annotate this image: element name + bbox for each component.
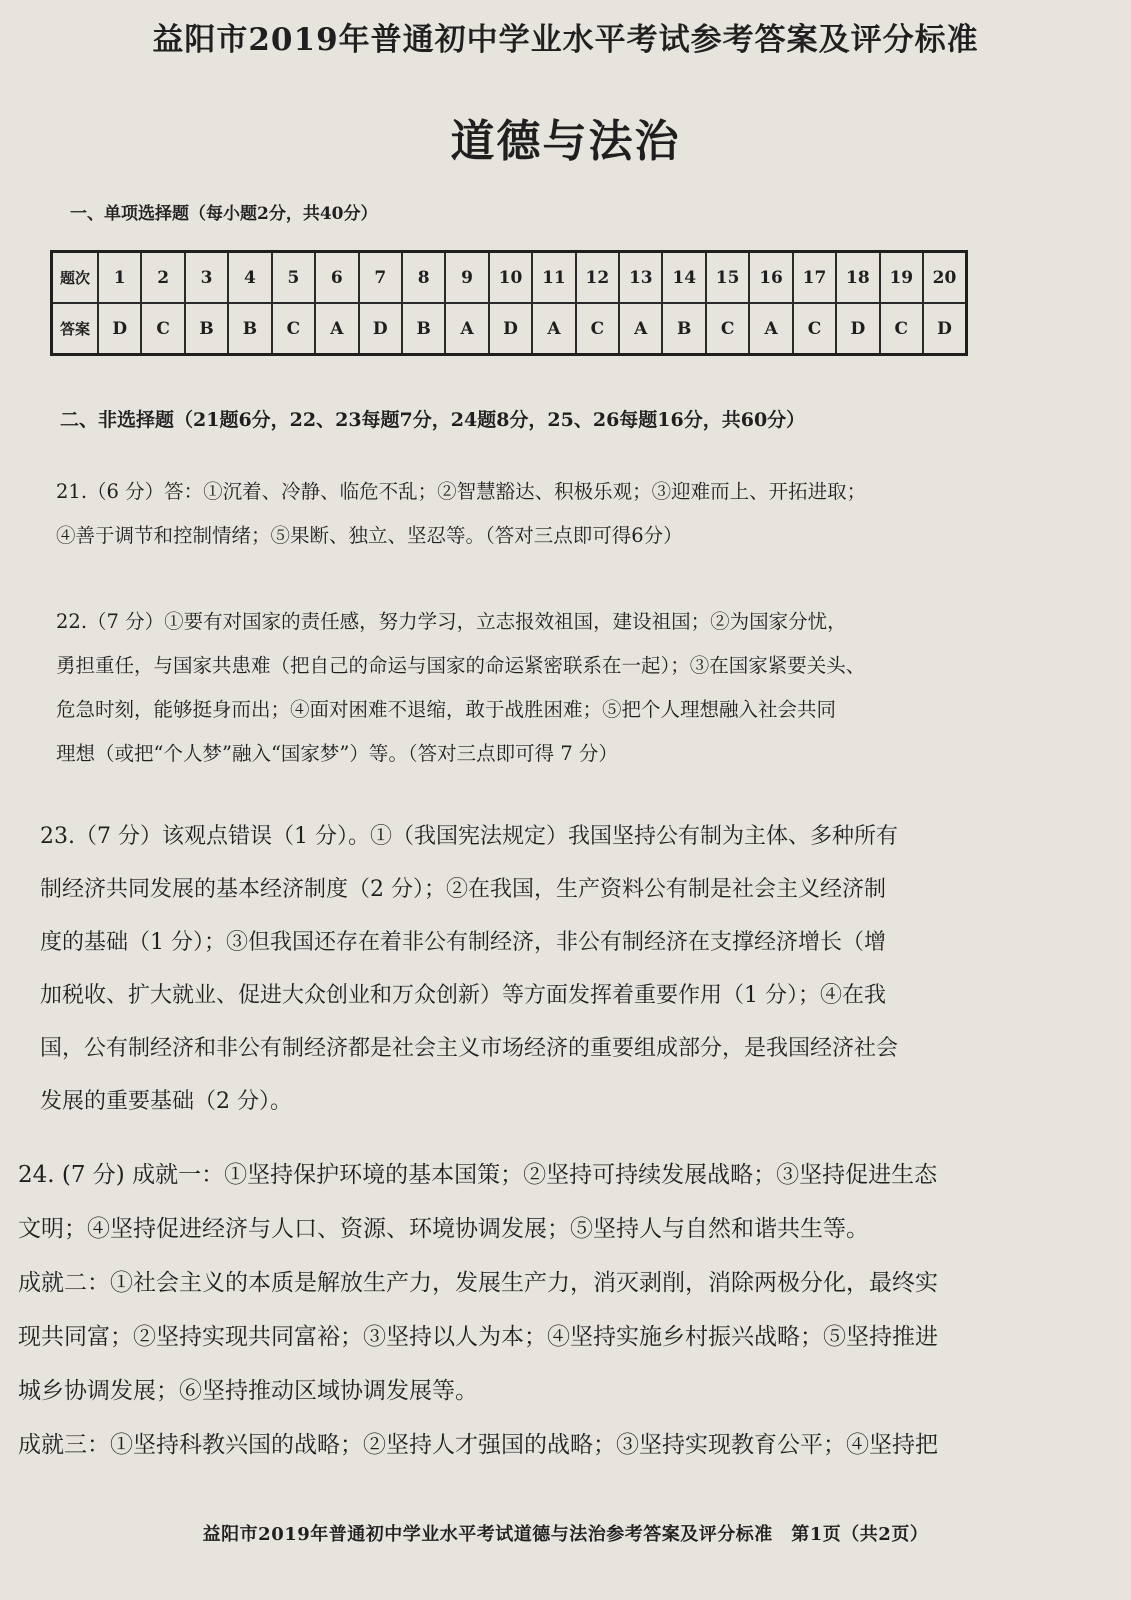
section-heading-non-choice: 二、非选择题（21题6分，22、23每题7分，24题8分，25、26每题16分，共60分） [60, 409, 806, 431]
question-number-cell: 12 [576, 252, 619, 304]
answer-line: 制经济共同发展的基本经济制度（2 分）；②在我国，生产资料公有制是社会主义经济制 [40, 877, 886, 902]
question-number-cell: 1 [98, 252, 141, 304]
question-number-cell: 19 [880, 252, 923, 304]
answer-cell: B [402, 303, 445, 355]
answer-line: 24. (7 分) 成就一：①坚持保护环境的基本国策；②坚持可持续发展战略；③坚持促进生态 [18, 1162, 938, 1188]
page-footer: 益阳市2019年普通初中学业水平考试道德与法治参考答案及评分标准 第1页（共2页） [202, 1524, 929, 1545]
answer-line: 国，公有制经济和非公有制经济都是社会主义市场经济的重要组成部分，是我国经济社会 [40, 1036, 899, 1061]
answer-cell: D [359, 303, 402, 355]
answer-line: 23.（7 分）该观点错误（1 分）。①（我国宪法规定）我国坚持公有制为主体、多种所有 [40, 824, 898, 849]
row-label-question-number: 题次 [52, 252, 99, 304]
answer-line: 现共同富；②坚持实现共同富裕；③坚持以人为本；④坚持实施乡村振兴战略；⑤坚持推进 [18, 1324, 938, 1350]
answer-row [52, 303, 967, 355]
question-number-cell: 9 [445, 252, 488, 304]
answer-cell: A [619, 303, 662, 355]
answer-cell: D [836, 303, 879, 355]
section-heading-multiple-choice: 一、单项选择题（每小题2分，共40分） [70, 204, 378, 224]
question-number-row [52, 252, 967, 304]
question-number-cell: 7 [359, 252, 402, 304]
question-number-cell: 17 [793, 252, 836, 304]
answer-line: 度的基础（1 分）；③但我国还存在着非公有制经济，非公有制经济在支撑经济增长（增 [40, 930, 886, 955]
answer-line: 危急时刻，能够挺身而出；④面对困难不退缩，敢于战胜困难；⑤把个人理想融入社会共同 [56, 698, 837, 721]
question-number-cell: 20 [923, 252, 966, 304]
answer-cell: A [532, 303, 575, 355]
answer-line: 22.（7 分）①要有对国家的责任感，努力学习，立志报效祖国，建设祖国；②为国家分忧， [56, 610, 847, 633]
answer-cell: C [576, 303, 619, 355]
answer-cell: C [141, 303, 184, 355]
answer-cell: D [489, 303, 532, 355]
question-number-cell: 2 [141, 252, 184, 304]
question-number-cell: 3 [185, 252, 228, 304]
answer-line: ④善于调节和控制情绪；⑤果断、独立、坚忍等。（答对三点即可得6分） [56, 524, 683, 547]
question-number-cell: 5 [272, 252, 315, 304]
question-22-answer [56, 600, 865, 776]
question-number-cell: 14 [662, 252, 705, 304]
answer-cell: D [923, 303, 966, 355]
subject-title: 道德与法治 [450, 116, 681, 167]
question-number-cell: 11 [532, 252, 575, 304]
question-number-cell: 4 [228, 252, 271, 304]
answer-cell: D [98, 303, 141, 355]
answer-line: 勇担重任，与国家共患难（把自己的命运与国家的命运紧密联系在一起）；③在国家紧要关头、 [56, 654, 866, 677]
question-number-cell: 16 [749, 252, 792, 304]
answer-line: 成就二：①社会主义的本质是解放生产力，发展生产力，消灭剥削，消除两极分化，最终实 [18, 1270, 938, 1296]
answer-cell: B [662, 303, 705, 355]
question-24-answer [18, 1148, 938, 1472]
answer-line: 成就三：①坚持科教兴国的战略；②坚持人才强国的战略；③坚持实现教育公平；④坚持把 [18, 1432, 938, 1458]
answer-cell: C [880, 303, 923, 355]
question-number-cell: 8 [402, 252, 445, 304]
question-21-answer [56, 470, 866, 558]
answer-cell: C [272, 303, 315, 355]
answer-cell: B [185, 303, 228, 355]
answer-line: 理想（或把“个人梦”融入“国家梦”）等。（答对三点即可得 7 分） [56, 742, 618, 765]
answer-cell: A [749, 303, 792, 355]
question-number-cell: 15 [706, 252, 749, 304]
answer-cell: A [445, 303, 488, 355]
question-23-answer [40, 810, 898, 1128]
answer-line: 城乡协调发展；⑥坚持推动区域协调发展等。 [18, 1378, 478, 1404]
answer-line: 文明；④坚持促进经济与人口、资源、环境协调发展；⑤坚持人与自然和谐共生等。 [18, 1216, 869, 1242]
answer-key-table [50, 250, 968, 356]
row-label-answer: 答案 [52, 303, 99, 355]
answer-line: 加税收、扩大就业、促进大众创业和万众创新）等方面发挥着重要作用（1 分）；④在我 [40, 983, 886, 1008]
answer-line: 发展的重要基础（2 分）。 [40, 1089, 292, 1114]
question-number-cell: 13 [619, 252, 662, 304]
answer-line: 21.（6 分）答：①沉着、冷静、临危不乱；②智慧豁达、积极乐观；③迎难而上、开拓进取； [56, 480, 867, 503]
answer-cell: C [706, 303, 749, 355]
question-number-cell: 6 [315, 252, 358, 304]
answer-cell: C [793, 303, 836, 355]
document-title: 益阳市2019年普通初中学业水平考试参考答案及评分标准 [152, 22, 979, 58]
question-number-cell: 18 [836, 252, 879, 304]
question-number-cell: 10 [489, 252, 532, 304]
answer-cell: B [228, 303, 271, 355]
answer-cell: A [315, 303, 358, 355]
